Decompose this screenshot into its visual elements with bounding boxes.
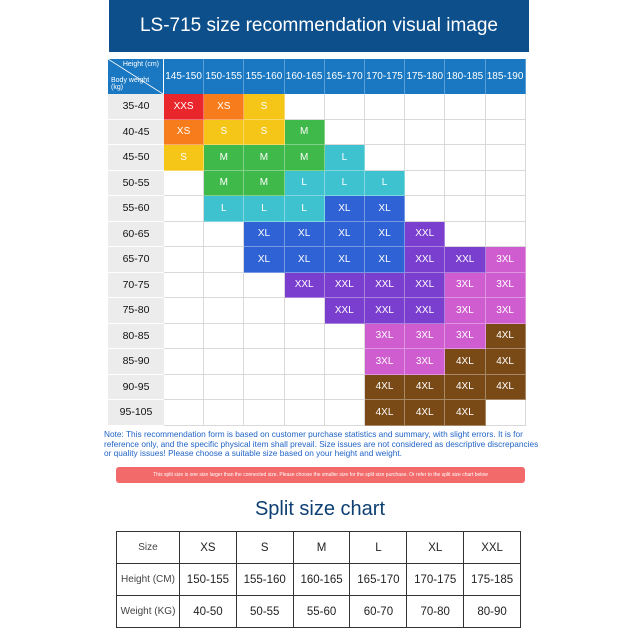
size-cell: M [285,120,325,146]
weight-row-header: 95-105 [108,400,164,426]
split-size-table [116,531,521,628]
size-cell [204,247,244,273]
size-cell [405,171,445,197]
weight-row-header: 85-90 [108,349,164,375]
split-cell: 55-60 [293,596,350,628]
height-header: 145-150 [164,59,204,94]
size-cell: XL [244,247,284,273]
size-cell [204,324,244,350]
size-cell: XS [164,120,204,146]
weight-row-header: 55-60 [108,196,164,222]
size-cell [445,145,485,171]
size-cell: XL [365,247,405,273]
size-cell [244,400,284,426]
height-header: 170-175 [365,59,405,94]
size-cell: 4XL [405,400,445,426]
weight-row-header: 50-55 [108,171,164,197]
size-cell [204,222,244,248]
size-cell [164,171,204,197]
size-cell: XXL [285,273,325,299]
size-cell: 4XL [365,400,405,426]
weight-row-header: 40-45 [108,120,164,146]
size-cell: 3XL [365,349,405,375]
size-cell: 4XL [405,375,445,401]
size-cell: XXL [405,222,445,248]
size-cell: 3XL [486,298,526,324]
size-cell: M [244,145,284,171]
size-cell: 3XL [365,324,405,350]
size-cell: 4XL [486,324,526,350]
size-cell [204,273,244,299]
size-cell: 3XL [405,324,445,350]
size-cell [244,375,284,401]
size-cell: XL [325,196,365,222]
size-cell: 3XL [486,247,526,273]
size-cell: M [285,145,325,171]
height-header: 165-170 [325,59,365,94]
size-cell: L [325,171,365,197]
size-cell [405,94,445,120]
weight-row-header: 65-70 [108,247,164,273]
size-cell: XL [365,196,405,222]
split-cell: 60-70 [350,596,407,628]
size-cell: 4XL [445,375,485,401]
size-cell: 4XL [486,349,526,375]
height-header: 160-165 [285,59,325,94]
height-header: 185-190 [486,59,526,94]
split-cell: XXL [464,532,521,564]
size-cell [486,120,526,146]
size-cell: M [204,171,244,197]
split-table-row [117,596,521,628]
size-cell [325,400,365,426]
size-cell [325,94,365,120]
height-axis-label: Height (cm) [122,61,159,68]
split-cell: 150-155 [180,564,237,596]
split-cell: XL [407,532,464,564]
size-cell [405,145,445,171]
size-cell: XXS [164,94,204,120]
size-cell: S [244,94,284,120]
size-cell: 4XL [365,375,405,401]
size-cell: M [204,145,244,171]
size-cell [204,375,244,401]
size-cell [285,94,325,120]
size-cell [285,349,325,375]
height-header: 180-185 [445,59,485,94]
size-cell: L [204,196,244,222]
size-cell: L [285,196,325,222]
split-cell: 50-55 [236,596,293,628]
size-cell [244,298,284,324]
split-cell: 175-185 [464,564,521,596]
size-cell [445,171,485,197]
size-cell [164,375,204,401]
split-table-row [117,564,521,596]
disclaimer-note: Note: This recommendation form is based on customer purchase statistics and summary, with slight errors. It is for reference only, and the specific physical item shall prevail. Size issues are not considered as descriptive discrepancies or quality issues! Please choose a suitable size based on your height and weight. [104,429,539,459]
size-cell [325,349,365,375]
size-cell [486,94,526,120]
size-cell [325,375,365,401]
height-header: 175-180 [405,59,445,94]
size-cell: XL [285,247,325,273]
weight-axis-label: Body weight (kg) [111,77,150,91]
split-row-label: Size [117,532,180,564]
size-cell: L [244,196,284,222]
size-cell: 4XL [445,400,485,426]
size-cell: XXL [445,247,485,273]
size-cell [405,196,445,222]
size-cell [285,324,325,350]
size-cell: XXL [405,298,445,324]
weight-row-header: 80-85 [108,324,164,350]
size-cell [405,120,445,146]
size-cell [486,222,526,248]
size-cell: XXL [325,273,365,299]
size-cell: XXL [405,273,445,299]
size-cell: S [204,120,244,146]
split-cell: L [350,532,407,564]
size-cell [486,196,526,222]
size-cell [285,400,325,426]
split-cell: 80-90 [464,596,521,628]
size-cell [365,145,405,171]
size-cell [204,298,244,324]
size-recommendation-grid [108,59,526,426]
size-cell: XXL [365,298,405,324]
height-header: 150-155 [204,59,244,94]
size-cell: XXL [405,247,445,273]
split-cell: 170-175 [407,564,464,596]
size-cell: 3XL [486,273,526,299]
size-cell: XL [325,247,365,273]
size-cell [244,349,284,375]
size-cell [164,324,204,350]
split-table-row [117,532,521,564]
split-cell: S [236,532,293,564]
size-cell: XS [204,94,244,120]
weight-row-header: 90-95 [108,375,164,401]
size-cell [486,171,526,197]
size-cell [365,94,405,120]
size-cell: XXL [365,273,405,299]
size-cell [164,349,204,375]
size-cell [164,222,204,248]
size-cell [244,324,284,350]
size-cell: XL [365,222,405,248]
split-cell: 155-160 [236,564,293,596]
weight-row-header: 35-40 [108,94,164,120]
size-cell [164,298,204,324]
split-row-label: Height (CM) [117,564,180,596]
size-cell: 4XL [445,349,485,375]
size-cell: 4XL [486,375,526,401]
size-cell: XL [244,222,284,248]
size-cell: M [244,171,284,197]
weight-row-header: 45-50 [108,145,164,171]
weight-row-header: 60-65 [108,222,164,248]
split-cell: 70-80 [407,596,464,628]
split-cell: 40-50 [180,596,237,628]
size-cell [204,349,244,375]
size-cell [325,120,365,146]
size-cell: L [325,145,365,171]
split-size-banner: This split size is one size larger than the connected size. Please choose the smaller size for the split size purchase. Or refer to the split size chart below [116,467,525,483]
size-cell [164,196,204,222]
height-header: 155-160 [244,59,284,94]
size-cell: 3XL [445,324,485,350]
size-cell [486,145,526,171]
split-cell: 160-165 [293,564,350,596]
size-cell [486,400,526,426]
size-cell [244,273,284,299]
split-cell: M [293,532,350,564]
size-cell [285,375,325,401]
size-cell: XXL [325,298,365,324]
size-cell [445,94,485,120]
page-title: LS-715 size recommendation visual image [109,0,529,52]
size-cell: L [285,171,325,197]
split-cell: 165-170 [350,564,407,596]
size-cell [164,273,204,299]
size-cell: XL [325,222,365,248]
size-cell [204,400,244,426]
split-row-label: Weight (KG) [117,596,180,628]
weight-row-header: 70-75 [108,273,164,299]
size-cell [164,247,204,273]
size-cell: XL [285,222,325,248]
size-cell: L [365,171,405,197]
grid-corner-header [108,59,164,94]
size-cell [445,222,485,248]
size-cell: S [164,145,204,171]
size-cell [365,120,405,146]
size-cell [164,400,204,426]
split-size-title: Split size chart [254,498,386,520]
size-cell: 3XL [445,273,485,299]
size-cell [445,120,485,146]
size-cell [445,196,485,222]
size-cell: 3XL [445,298,485,324]
split-cell: XS [180,532,237,564]
size-cell: 3XL [405,349,445,375]
size-cell [325,324,365,350]
weight-row-header: 75-80 [108,298,164,324]
size-cell: S [244,120,284,146]
size-cell [285,298,325,324]
